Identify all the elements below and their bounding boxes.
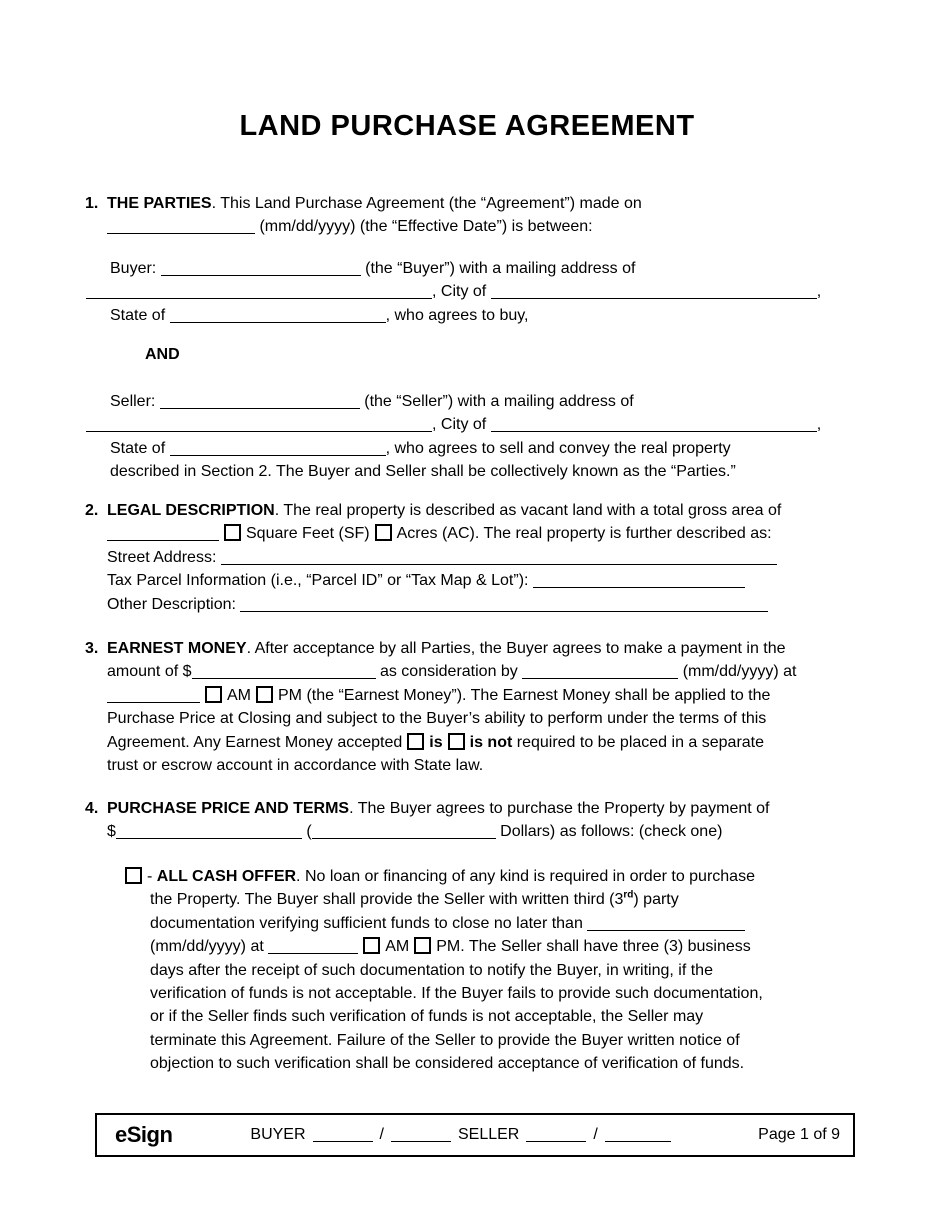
- area-blank[interactable]: [107, 527, 219, 541]
- all-cash-offer-checkbox[interactable]: [125, 867, 142, 884]
- footer-slash-1: /: [379, 1126, 384, 1143]
- buyer-label: Buyer:: [110, 260, 161, 277]
- buyer-city-label: , City of: [432, 283, 491, 301]
- cash-line-7: [150, 1005, 930, 1028]
- section-2-line-3: [107, 546, 897, 569]
- section-1-text: . This Land Purchase Agreement (the “Agreement”) made on: [211, 195, 642, 212]
- earnest-am-label: AM: [227, 686, 251, 704]
- buyer-line-3: [110, 304, 890, 327]
- price-words-blank[interactable]: [312, 825, 496, 839]
- cash-line-3: [150, 912, 930, 935]
- effective-date-text: (mm/dd/yyyy) (the “Effective Date”) is between:: [255, 218, 593, 236]
- funds-date-blank[interactable]: [587, 917, 745, 931]
- section-3-line-2: [107, 660, 897, 683]
- cash-line-6: [150, 982, 930, 1005]
- earnest-pm-label: PM (the “Earnest Money”). The Earnest Money shall be applied to the: [278, 686, 771, 704]
- section-4-number: 4.: [85, 800, 99, 817]
- section-4-text-2: Dollars) as follows: (check one): [495, 823, 723, 841]
- effective-date-blank[interactable]: [107, 220, 255, 234]
- cash-line-1: [125, 865, 930, 888]
- seller-line-4: [110, 460, 890, 483]
- seller-name-blank[interactable]: [160, 395, 360, 409]
- seller-initials-blank-2[interactable]: [605, 1128, 671, 1142]
- buyer-initials-blank-1[interactable]: [313, 1128, 373, 1142]
- seller-label: Seller:: [110, 393, 160, 410]
- section-4-heading: PURCHASE PRICE AND TERMS: [107, 800, 350, 817]
- buyer-text-2: , who agrees to buy,: [385, 306, 529, 324]
- cash-text-10: objection to such verification shall be considered acceptance of verification of funds.: [150, 1055, 745, 1073]
- section-3-text-4: required to be placed in a separate: [512, 733, 765, 751]
- cash-text-8: or if the Seller finds such verification of funds is not acceptable, the Seller may: [150, 1008, 704, 1026]
- section-2-line-4: [107, 569, 897, 592]
- seller-address-blank[interactable]: [86, 418, 432, 432]
- cash-text-9: terminate this Agreement. Failure of the Seller to provide the Buyer written notice of: [150, 1031, 740, 1049]
- section-3-text-3: Agreement. Any Earnest Money accepted: [107, 733, 403, 751]
- cash-text-3: ) party: [633, 891, 679, 909]
- earnest-amount-blank[interactable]: [192, 665, 376, 679]
- seller-line-2: [86, 413, 890, 436]
- cash-line-5: [150, 959, 930, 982]
- tax-parcel-label: Tax Parcel Information (i.e., “Parcel ID” or “Tax Map & Lot”):: [107, 572, 533, 590]
- section-2-text: . The real property is described as vacant land with a total gross area of: [274, 502, 782, 519]
- cash-line-2: [150, 888, 930, 911]
- buyer-block: [110, 257, 890, 327]
- section-2-number: 2.: [85, 502, 99, 519]
- section-purchase-price: [85, 797, 897, 844]
- esign-logo: eSign: [115, 1122, 173, 1147]
- all-cash-offer-block: [125, 865, 930, 1076]
- other-description-blank[interactable]: [240, 598, 768, 612]
- section-1-line-1: [85, 192, 897, 215]
- section-3-line-6: [107, 754, 897, 777]
- earnest-date-blank[interactable]: [522, 665, 678, 679]
- and-label: AND: [145, 346, 180, 363]
- buyer-name-blank[interactable]: [161, 262, 361, 276]
- section-4-line-2: [107, 820, 897, 843]
- seller-text-2: , who agrees to sell and convey the real property: [385, 439, 731, 457]
- buyer-line-2: [86, 280, 890, 303]
- purchase-price-blank[interactable]: [116, 825, 302, 839]
- is-not-checkbox[interactable]: [448, 733, 465, 750]
- earnest-consideration-text: as consideration by: [375, 663, 523, 681]
- is-not-label: is not: [469, 733, 513, 751]
- cash-text-5: (mm/dd/yyyy) at: [150, 938, 269, 956]
- section-2-heading: LEGAL DESCRIPTION: [107, 502, 275, 519]
- page-title: LAND PURCHASE AGREEMENT: [239, 110, 695, 142]
- buyer-comma: ,: [816, 283, 822, 301]
- seller-block: [110, 390, 890, 484]
- ordinal-superscript: rd: [623, 890, 634, 902]
- price-dollar-sign: $: [107, 823, 116, 841]
- all-cash-offer-heading: ALL CASH OFFER: [156, 868, 297, 885]
- price-paren: (: [301, 823, 312, 841]
- seller-city-label: , City of: [432, 416, 491, 434]
- earnest-pm-checkbox[interactable]: [256, 686, 273, 703]
- seller-state-blank[interactable]: [170, 442, 386, 456]
- section-3-heading: EARNEST MONEY: [107, 640, 247, 657]
- earnest-amount-label: amount of $: [107, 663, 192, 681]
- cash-text-6: days after the receipt of such documentation to notify the Buyer, in writing, if the: [150, 961, 713, 979]
- section-3-text-2: Purchase Price at Closing and subject to the Buyer’s ability to perform under the terms of this: [107, 710, 767, 728]
- cash-line-9: [150, 1052, 930, 1075]
- cash-dash: -: [147, 868, 157, 885]
- footer-seller-label: SELLER: [457, 1126, 520, 1143]
- section-2-line-1: [85, 499, 897, 522]
- acres-label: Acres (AC). The real property is further described as:: [396, 525, 772, 543]
- cash-line-8: [150, 1029, 930, 1052]
- cash-pm-checkbox[interactable]: [414, 937, 431, 954]
- seller-line-3: [110, 437, 890, 460]
- footer-buyer-label: BUYER: [250, 1126, 306, 1143]
- section-1-line-2: [107, 215, 897, 238]
- seller-line-1: [110, 390, 890, 413]
- seller-city-blank[interactable]: [491, 418, 817, 432]
- initials-group: [250, 1126, 677, 1144]
- section-2-line-2: [107, 522, 897, 545]
- section-2-line-5: [107, 593, 897, 616]
- other-description-label: Other Description:: [107, 595, 241, 613]
- buyer-state-label: State of: [110, 306, 170, 324]
- cash-text-1: . No loan or financing of any kind is required in order to purchase: [296, 868, 755, 885]
- section-3-text-1: . After acceptance by all Parties, the Buyer agrees to make a payment in the: [246, 640, 786, 657]
- section-3-text-5: trust or escrow account in accordance with State law.: [107, 757, 484, 775]
- section-earnest-money: [85, 637, 897, 777]
- is-checkbox[interactable]: [407, 733, 424, 750]
- seller-text-3: described in Section 2. The Buyer and Seller shall be collectively known as the “Parties.”: [110, 463, 736, 481]
- square-feet-checkbox[interactable]: [224, 524, 241, 541]
- earnest-am-checkbox[interactable]: [205, 686, 222, 703]
- section-the-parties: [85, 192, 897, 239]
- section-legal-description: [85, 499, 897, 616]
- seller-initials-blank-1[interactable]: [526, 1128, 586, 1142]
- street-address-label: Street Address:: [107, 548, 221, 566]
- buyer-state-blank[interactable]: [170, 309, 386, 323]
- cash-am-checkbox[interactable]: [363, 937, 380, 954]
- seller-text-1: (the “Seller”) with a mailing address of: [359, 393, 634, 410]
- tax-parcel-blank[interactable]: [533, 574, 745, 588]
- square-feet-label: Square Feet (SF): [246, 525, 370, 543]
- earnest-time-blank[interactable]: [107, 689, 200, 703]
- footer-bar: [95, 1113, 855, 1157]
- cash-line-4: [150, 935, 930, 958]
- buyer-initials-blank-2[interactable]: [391, 1128, 451, 1142]
- cash-text-7: verification of funds is not acceptable. If the Buyer fails to provide such documentation,: [150, 985, 763, 1003]
- section-1-number: 1.: [85, 195, 99, 212]
- is-label: is: [429, 733, 443, 751]
- buyer-address-blank[interactable]: [86, 285, 432, 299]
- section-3-line-3: [107, 684, 897, 707]
- section-4-text-1: . The Buyer agrees to purchase the Property by payment of: [349, 800, 770, 817]
- footer-slash-2: /: [593, 1126, 598, 1143]
- buyer-line-1: [110, 257, 890, 280]
- section-3-line-4: [107, 707, 897, 730]
- seller-comma: ,: [816, 416, 822, 434]
- funds-time-blank[interactable]: [268, 940, 358, 954]
- buyer-text-1: (the “Buyer”) with a mailing address of: [360, 260, 636, 277]
- buyer-city-blank[interactable]: [491, 285, 817, 299]
- cash-text-2: the Property. The Buyer shall provide the Seller with written third (3: [150, 891, 624, 909]
- earnest-date-text: (mm/dd/yyyy) at: [678, 663, 797, 681]
- cash-pm-label: PM. The Seller shall have three (3) business: [436, 938, 751, 956]
- seller-state-label: State of: [110, 439, 170, 457]
- section-3-number: 3.: [85, 640, 99, 657]
- cash-am-label: AM: [385, 938, 410, 956]
- section-3-line-5: [107, 731, 897, 754]
- page-number: Page 1 of 9: [758, 1126, 840, 1143]
- section-3-line-1: [85, 637, 897, 660]
- acres-checkbox[interactable]: [375, 524, 392, 541]
- section-1-heading: THE PARTIES: [107, 195, 212, 212]
- street-address-blank[interactable]: [221, 551, 777, 565]
- cash-text-4: documentation verifying sufficient funds to close no later than: [150, 914, 588, 932]
- section-4-line-1: [85, 797, 897, 820]
